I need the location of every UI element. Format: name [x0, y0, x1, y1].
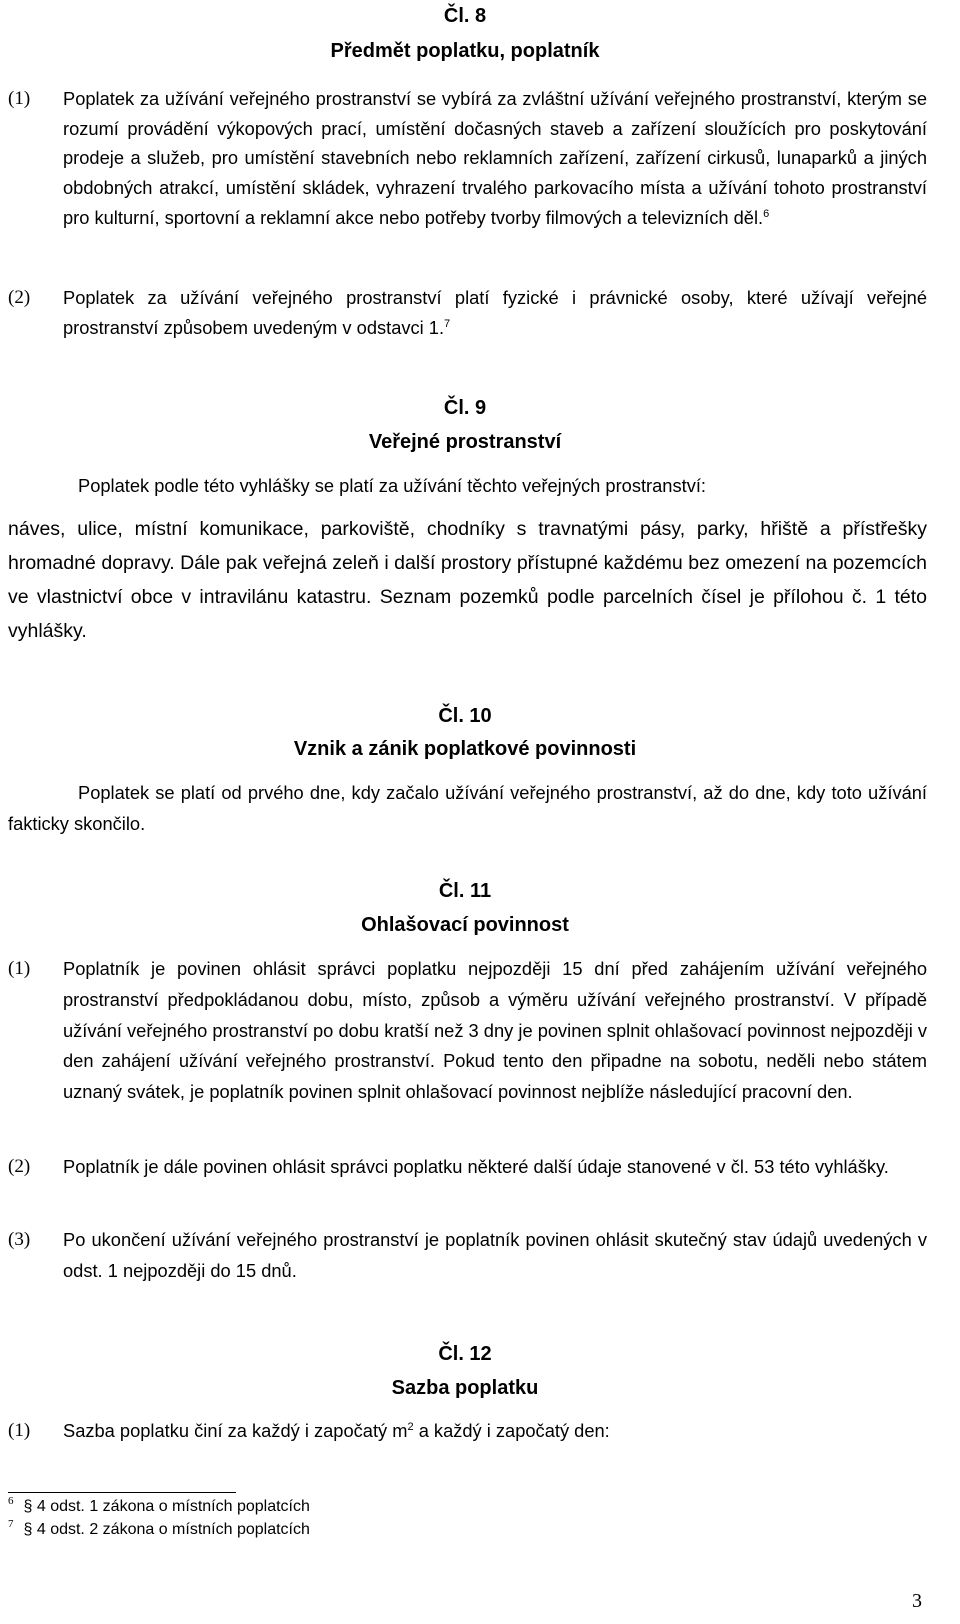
footnote-7-text: § 4 odst. 2 zákona o místních poplatcích — [23, 1521, 310, 1538]
article-12-paragraph-1-number: (1) — [8, 1420, 31, 1441]
article-8-paragraph-2 — [63, 283, 927, 342]
article-10-title: Vznik a zánik poplatkové povinnosti — [293, 738, 637, 760]
article-8-paragraph-2-text: Poplatek za užívání veřejného prostranství platí fyzické i právnické osoby, které užívají veřejné prostranství způsobem uvedeným v odstavci 1. — [63, 287, 927, 338]
article-11-paragraph-2: Poplatník je dále povinen ohlásit správci poplatku některé další údaje stanovené v čl. 53 této vyhlášky. — [63, 1156, 889, 1177]
article-12-paragraph-1 — [63, 1416, 927, 1446]
article-8-paragraph-2-number: (2) — [8, 287, 31, 308]
article-8-paragraph-1-text: Poplatek za užívání veřejného prostranství se vybírá za zvláštní užívání veřejného prostranství, kterým se rozumí provádění výkopových prací, umístění dočasných staveb a zařízení sloužících pro poskytování prodeje a služeb, pro umístění stavebních nebo reklamních zařízení, zařízení cirkusů, lunaparků a jiných obdobných atrakcí, umístění skládek, vyhrazení trvalého parkovacího místa a užívání tohoto prostranství pro kulturní, sportovní a reklamní akce nebo potřeby tvorby filmových a televizních děl. — [63, 88, 927, 228]
article-12-number: Čl. 12 — [438, 1343, 492, 1365]
footnote-separator — [8, 1492, 236, 1493]
article-8-paragraph-1 — [63, 84, 927, 233]
page-number: 3 — [912, 1590, 922, 1612]
article-9-number: Čl. 9 — [443, 397, 487, 419]
article-11-paragraph-3: Po ukončení užívání veřejného prostranství je poplatník povinen ohlásit skutečný stav údajů uvedených v odst. 1 nejpozději do 15 dnů. — [63, 1229, 927, 1281]
footnote-6-mark: 6 — [8, 1495, 14, 1507]
square-meter-exponent: 2 — [407, 1420, 414, 1433]
article-12-title: Sazba poplatku — [391, 1377, 539, 1399]
footnote-ref-6: 6 — [763, 207, 770, 220]
footnote-6-text: § 4 odst. 1 zákona o místních poplatcích — [23, 1498, 310, 1515]
article-11-number: Čl. 11 — [438, 880, 492, 902]
article-11-paragraph-1-number: (1) — [8, 958, 31, 979]
article-8-paragraph-1-number: (1) — [8, 88, 31, 109]
footnote-6 — [8, 1497, 310, 1518]
article-9-body: náves, ulice, místní komunikace, parkoviště, chodníky s travnatými pásy, parky, hřiště a přístřešky hromadné dopravy. Dále pak veřejná zeleň i další prostory přístupné každému bez omezení na pozemcích ve vlastnictví obce v intravilánu katastru. Seznam pozemků podle parcelních čísel je přílohou č. 1 této vyhlášky. — [8, 518, 927, 642]
article-10-body: Poplatek se platí od prvého dne, kdy začalo užívání veřejného prostranství, až do dne, kdy toto užívání fakticky skončilo. — [8, 782, 927, 834]
article-11-paragraph-3-number: (3) — [8, 1229, 31, 1250]
article-9-intro: Poplatek podle této vyhlášky se platí za užívání těchto veřejných prostranství: — [78, 475, 706, 496]
article-12-paragraph-1-text-b: a každý i započatý den: — [413, 1420, 610, 1441]
article-12-paragraph-1-text-a: Sazba poplatku činí za každý i započatý m — [63, 1420, 408, 1441]
footnote-ref-7: 7 — [444, 317, 451, 330]
article-10-number: Čl. 10 — [438, 705, 492, 727]
footnote-7 — [8, 1520, 310, 1541]
footnote-7-mark: 7 — [8, 1518, 14, 1530]
article-8-title: Předmět poplatku, poplatník — [330, 40, 600, 62]
article-8-number: Čl. 8 — [443, 5, 487, 27]
article-11-paragraph-1: Poplatník je povinen ohlásit správci poplatku nejpozději 15 dní před zahájením užívání veřejného prostranství předpokládanou dobu, místo, způsob a výměru užívání veřejného prostranství. V případě užívání veřejného prostranství po dobu kratší než 3 dny je povinen splnit ohlašovací povinnost nejpozději v den zahájení užívání veřejného prostranství. Pokud tento den připadne na sobotu, neděli nebo státem uznaný svátek, je poplatník povinen splnit ohlašovací povinnost nejblíže následující pracovní den. — [63, 958, 927, 1103]
article-9-title: Veřejné prostranství — [368, 431, 562, 453]
article-11-paragraph-2-number: (2) — [8, 1156, 31, 1177]
article-11-title: Ohlašovací povinnost — [361, 914, 569, 936]
